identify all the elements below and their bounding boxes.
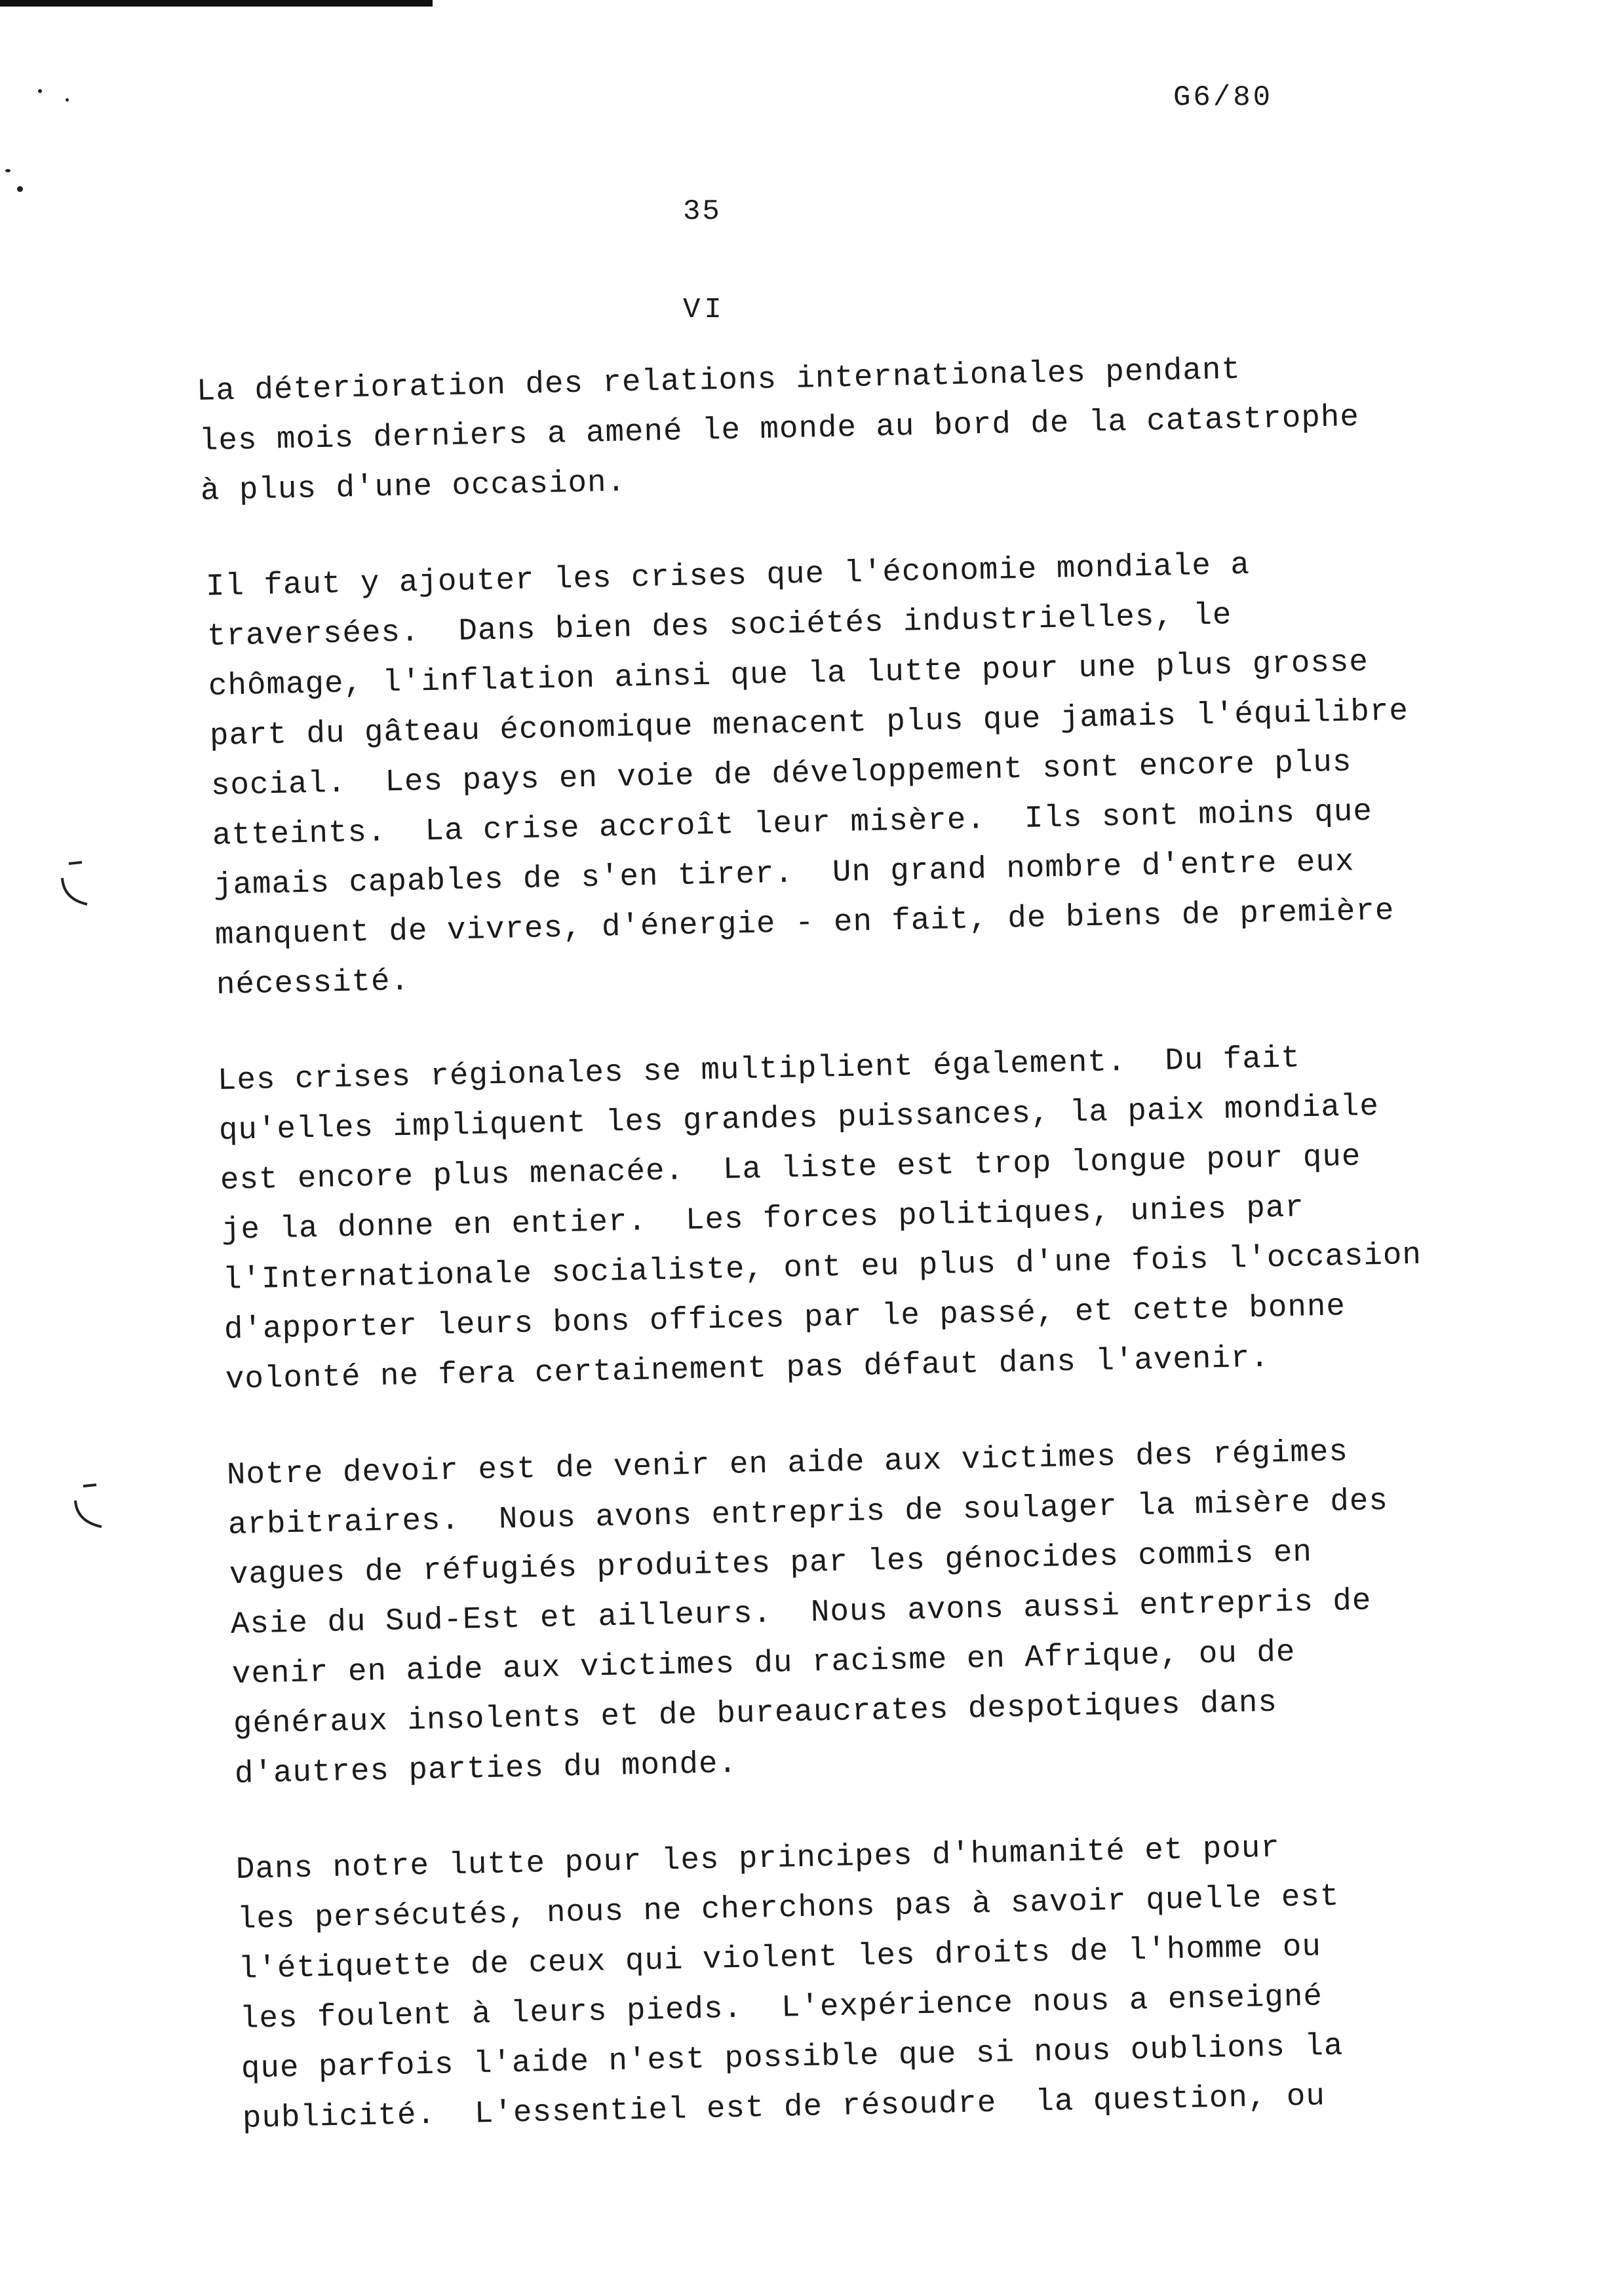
text-line: d'autres parties du monde. bbox=[234, 1746, 738, 1792]
margin-bracket-mark bbox=[69, 1481, 102, 1533]
text-line: que parfois l'aide n'est possible que si nous oublions la bbox=[241, 2028, 1344, 2087]
text-line: nécessité. bbox=[216, 963, 410, 1003]
text-line: chômage, l'inflation ainsi que la lutte pour une plus grosse bbox=[208, 644, 1369, 704]
text-line: venir en aide aux victimes du racisme en Afrique, ou de bbox=[231, 1635, 1296, 1693]
scan-speck bbox=[38, 89, 42, 93]
paragraph bbox=[196, 352, 1494, 516]
text-line: publicité. L'essentiel est de résoudre la question, ou bbox=[242, 2078, 1326, 2137]
text-line: social. Les pays en voie de développement sont encore plus bbox=[210, 744, 1352, 804]
document-reference: G6/80 bbox=[1173, 81, 1274, 114]
text-line: jamais capables de s'en tirer. Un grand nombre d'entre eux bbox=[213, 844, 1355, 904]
text-line: généraux insolents et de bureaucrates despotiques dans bbox=[233, 1685, 1278, 1742]
text-line: d'apporter leurs bons offices par le passé, et cette bonne bbox=[224, 1289, 1346, 1348]
text-line: à plus d'une occasion. bbox=[200, 465, 627, 509]
text-line: est encore plus menacée. La liste est trop longue pour que bbox=[220, 1139, 1361, 1198]
scan-speck bbox=[17, 186, 23, 192]
section-numeral: VI bbox=[683, 294, 726, 326]
text-line: arbitraires. Nous avons entrepris de soulager la misère des bbox=[227, 1483, 1389, 1543]
text-line: vagues de réfugiés produites par les génocides commis en bbox=[229, 1535, 1313, 1593]
text-line: part du gâteau économique menacent plus que jamais l'équilibre bbox=[209, 693, 1409, 754]
text-line: les foulent à leurs pieds. L'expérience nous a enseigné bbox=[239, 1979, 1323, 2037]
text-line: Notre devoir est de venir en aide aux victimes des régimes bbox=[226, 1434, 1349, 1493]
paragraph bbox=[197, 1830, 1494, 2144]
text-line: Asie du Sud-Est et ailleurs. Nous avons aussi entrepris de bbox=[230, 1583, 1372, 1643]
text-line: l'Internationale socialiste, ont eu plus d'une fois l'occasion bbox=[222, 1237, 1422, 1298]
scan-speck bbox=[5, 169, 10, 172]
text-line: les mois derniers a amené le monde au bord de la catastrophe bbox=[199, 399, 1360, 459]
paragraph bbox=[197, 1434, 1494, 1799]
text-line: Les crises régionales se multiplient également. Du fait bbox=[217, 1041, 1301, 1099]
text-line: volonté ne fera certainement pas défaut dans l'avenir. bbox=[225, 1340, 1270, 1398]
page-number: 35 bbox=[683, 195, 722, 228]
paragraph bbox=[197, 1041, 1494, 1405]
text-line: La déterioration des relations internationales pendant bbox=[196, 352, 1241, 410]
text-line: qu'elles impliquent les grandes puissances, la paix mondiale bbox=[218, 1088, 1380, 1149]
body-text bbox=[196, 352, 1494, 2190]
text-line: je la donne en entier. Les forces politiques, unies par bbox=[221, 1190, 1305, 1248]
margin-bracket-mark bbox=[56, 858, 88, 911]
text-line: Dans notre lutte pour les principes d'humanité et pour bbox=[235, 1830, 1281, 1888]
text-line: Il faut y ajouter les crises que l'économie mondiale a bbox=[205, 547, 1251, 605]
text-line: l'étiquette de ceux qui violent les droits de l'homme ou bbox=[238, 1929, 1322, 1987]
text-line: manquent de vivres, d'énergie - en fait, de biens de première bbox=[214, 893, 1395, 953]
text-line: atteints. La crise accroît leur misère. Ils sont moins que bbox=[212, 794, 1373, 854]
scan-speck bbox=[66, 98, 69, 102]
top-scan-rule bbox=[0, 0, 433, 7]
paragraph bbox=[197, 547, 1494, 1010]
text-line: traversées. Dans bien des sociétés industrielles, le bbox=[206, 598, 1232, 655]
text-line: les persécutés, nous ne cherchons pas à savoir quelle est bbox=[237, 1879, 1340, 1938]
